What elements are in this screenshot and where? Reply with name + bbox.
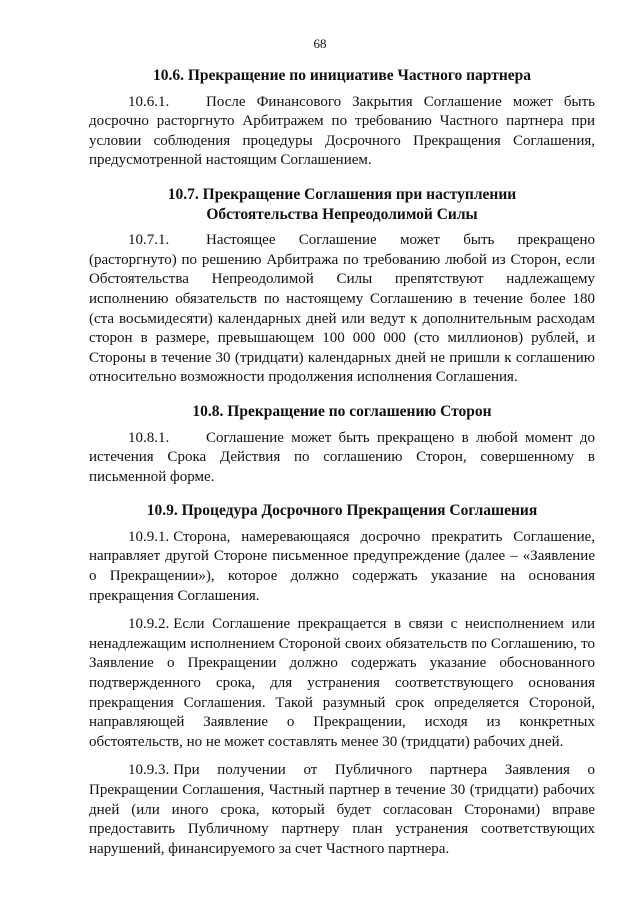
clause-number: 10.9.2. — [128, 616, 170, 633]
section-heading: 10.7. Прекращение Соглашения при наступлении Обстоятельства Непреодолимой Силы — [167, 185, 517, 223]
clause-text: Сторона, намеревающаяся досрочно прекратить Соглашение, направляет другой Стороне письменное предупреждение (далее – «Заявление о Прекращении»), которое должно содержать указание на основания прекращения Соглашения. — [89, 528, 595, 604]
document-body — [89, 66, 595, 868]
clause-number: 10.6.1. — [128, 93, 170, 110]
clause-text: После Финансового Закрытия Соглашение может быть досрочно расторгнуто Арбитражем по требованию Частного партнера при условии соблюдения процедуры Досрочного Прекращения Соглашения, предусмотренной настоящим Соглашением. — [89, 93, 595, 169]
clause-number: 10.9.1. — [128, 528, 170, 545]
section-heading: 10.9. Процедура Досрочного Прекращения Соглашения — [146, 502, 538, 520]
clause-text: Соглашение может быть прекращено в любой момент до истечения Срока Действия по соглашению Сторон, совершенному в письменной форме. — [89, 429, 595, 485]
clause-text: Настоящее Соглашение может быть прекращено (расторгнуто) по решению Арбитража по требованию любой из Сторон, если Обстоятельства Непреодолимой Силы препятствуют надлежащему исполнению обязательств по настоящему Соглашению в течение более 180 (ста восьмидесяти) календарных дней или ведут к дополнительным расходам сторон в размере, превышающем 100 000 000 (сто миллионов) рублей, и Стороны в течение 30 (тридцати) календарных дней не пришли к соглашению относительно возможности продолжения исполнения Соглашения. — [89, 232, 595, 386]
clause-paragraph — [89, 528, 595, 606]
clause-paragraph — [89, 231, 595, 388]
clause-paragraph — [89, 429, 595, 488]
clause-text: При получении от Публичного партнера Заявления о Прекращении Соглашения, Частный партнер в течение 30 (тридцати) рабочих дней (или иного срока, который будет согласован Сторонами) вправе предоставить Публичному партнеру план устранения соответствующих нарушений, финансируемого за счет Частного партнера. — [89, 762, 595, 857]
clause-number: 10.8.1. — [128, 429, 170, 446]
clause-paragraph — [89, 615, 595, 752]
clause-number: 10.9.3. — [128, 762, 170, 779]
section-heading: 10.6. Прекращение по инициативе Частного партнера — [152, 67, 531, 84]
page-number: 68 — [313, 36, 327, 51]
section-heading: 10.8. Прекращение по соглашению Сторон — [192, 402, 492, 420]
clause-text: Если Соглашение прекращается в связи с неисполнением или ненадлежащим исполнением Стороной своих обязательств по Соглашению, то Заявление о Прекращении должно содержать указание обоснованного подтвержденного срока, для устранения соответствующего основания прекращения Соглашения. Такой разумный срок определяется Стороной, направляющей Заявление о Прекращении, исходя из конкретных обстоятельств, но не может составлять менее 30 (тридцати) рабочих дней. — [89, 616, 595, 750]
clause-number: 10.7.1. — [128, 232, 170, 249]
clause-paragraph — [89, 761, 595, 859]
clause-paragraph — [89, 93, 595, 171]
